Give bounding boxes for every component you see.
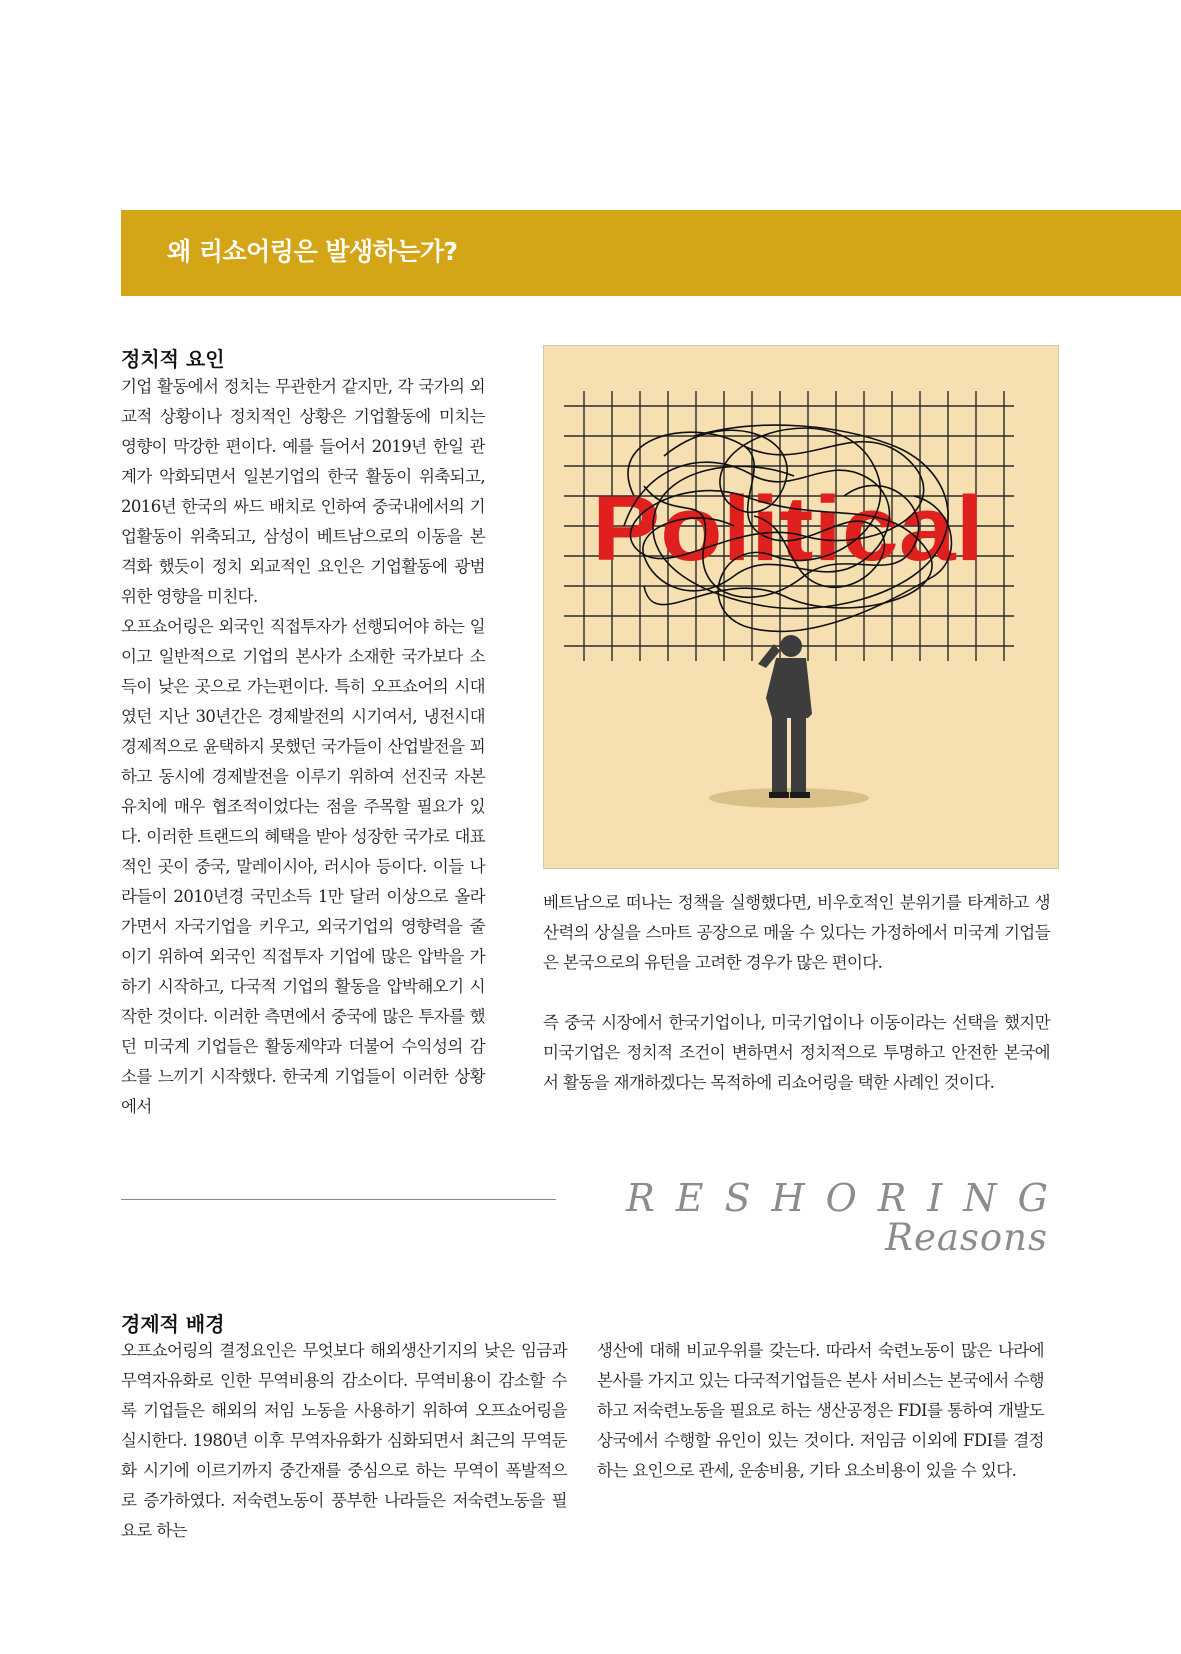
economic-column-right — [597, 1336, 1044, 1486]
reasons-decor-word: Reasons — [885, 1216, 1048, 1259]
political-illustration — [543, 345, 1059, 869]
section-banner — [121, 210, 1181, 296]
political-paragraph-4: 즉 중국 시장에서 한국기업이나, 미국기업이나 이동이라는 선택을 했지만 미국기업은 정치적 조건이 변하면서 정치적으로 투명하고 안전한 본국에서 활동을 재개하겠다는 목적하에 리쇼어링을 택한 사례인 것이다. — [543, 1013, 1050, 1092]
political-paragraph-2: 오프쇼어링은 외국인 직접투자가 선행되어야 하는 일이고 일반적으로 기업의 본사가 소재한 국가보다 소득이 낮은 곳으로 가는편이다. 특히 오프쇼어의 시대였던 지난 30년간은 경제발전의 시기여서, 냉전시대 경제적으로 윤택하지 못했던 국가들이 산업발전을 꾀하고 동시에 경제발전을 이루기 위하여 선진국 자본 유치에 매우 협조적이었다는 점을 주목할 필요가 있다. 이러한 트랜드의 혜택을 받아 성장한 국가로 대표적인 곳이 중국, 말레이시아, 러시아 등이다. 이들 나라들이 2010년경 국민소득 1만 달러 이상으로 올라가면서 자국기업을 키우고, 외국기업의 영향력을 줄이기 위하여 외국인 직접투자 기업에 많은 압박을 가하기 시작하고, 다국적 기업의 활동을 압박해오기 시작한 것이다. 이러한 측면에서 중국에 많은 투자를 했던 미국계 기업들은 활동제약과 더불어 수익성의 감소를 느끼기 시작했다. 한국계 기업들이 이러한 상황에서 — [121, 617, 485, 1116]
banner-title: 왜 리쇼어링은 발생하는가? — [167, 237, 458, 266]
reshoring-decor-word: RESHORING — [626, 1176, 1069, 1220]
section-divider — [121, 1199, 556, 1200]
economic-column-left — [121, 1336, 567, 1546]
political-word: Political — [592, 478, 984, 580]
economic-paragraph-1: 오프쇼어링의 결정요인은 무엇보다 해외생산기지의 낮은 임금과 무역자유화로 인한 무역비용의 감소이다. 무역비용이 감소할 수록 기업들은 해외의 저임 노동을 사용하기 위하여 오프쇼어링을 실시한다. 1980년 이후 무역자유화가 심화되면서 최근의 무역둔화 시기에 이르기까지 중간재를 중심으로 하는 무역이 폭발적으로 증가하였다. 저숙련노동이 풍부한 나라들은 저숙련노동을 필요로 하는 — [121, 1341, 567, 1540]
political-heading: 정치적 요인 — [121, 347, 225, 371]
man-figure — [709, 635, 869, 808]
illustration-svg — [544, 346, 1058, 868]
political-paragraph-1: 기업 활동에서 정치는 무관한거 같지만, 각 국가의 외교적 상황이나 정치적인 상황은 기업활동에 미치는 영향이 막강한 편이다. 예를 들어서 2019년 한일 관계가 악화되면서 일본기업의 한국 활동이 위축되고, 2016년 한국의 싸드 배치로 인하여 중국내에서의 기업활동이 위축되고, 삼성이 베트남으로의 이동을 본격화 했듯이 정치 외교적인 요인은 기업활동에 광범위한 영향을 미친다. — [121, 377, 485, 606]
political-column-left — [121, 372, 485, 1122]
economic-heading: 경제적 배경 — [121, 1312, 225, 1336]
economic-paragraph-2: 생산에 대해 비교우위를 갖는다. 따라서 숙련노동이 많은 나라에 본사를 가지고 있는 다국적기업들은 본사 서비스는 본국에서 수행하고 저숙련노동을 필요로 하는 생산공정은 FDI를 통하여 개발도상국에서 수행할 유인이 있는 것이다. 저임금 이외에 FDI를 결정하는 요인으로 관세, 운송비용, 기타 요소비용이 있을 수 있다. — [597, 1341, 1044, 1480]
political-column-right — [543, 888, 1050, 1098]
political-paragraph-3: 베트남으로 떠나는 정책을 실행했다면, 비우호적인 분위기를 타계하고 생산력의 상실을 스마트 공장으로 메울 수 있다는 가정하에서 미국계 기업들은 본국으로의 유턴을 고려한 경우가 많은 편이다. — [543, 893, 1050, 972]
